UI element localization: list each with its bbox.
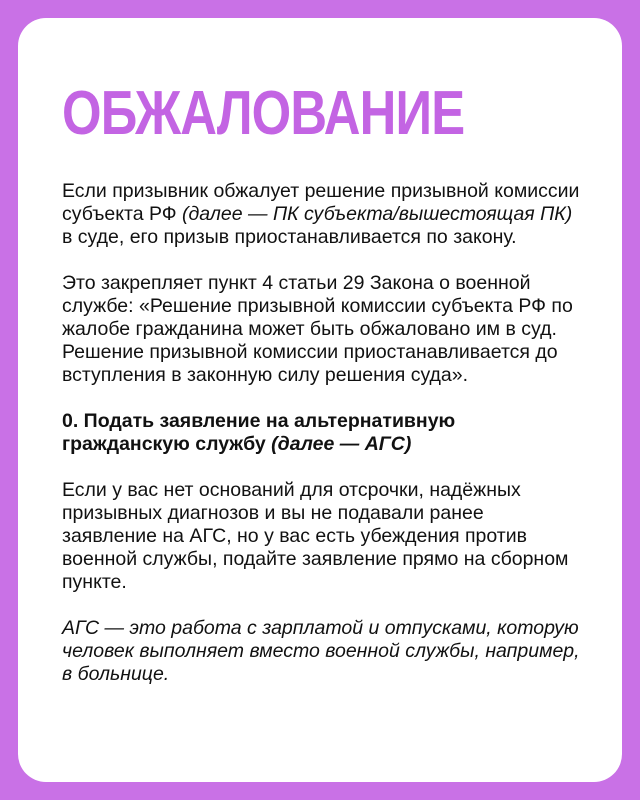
paragraph-appeal-text-b: в суде, его призыв приостанавливается по закону.: [62, 226, 517, 248]
section-heading-text: 0. Подать заявление на альтернативную гражданскую службу: [62, 410, 456, 455]
section-heading-ags: [62, 410, 582, 456]
section-heading-italic: (далее — АГС): [271, 433, 412, 455]
page-title: ОБЖАЛОВАНИЕ: [62, 79, 465, 148]
paragraph-ags-instructions: Если у вас нет оснований для отсрочки, надёжных призывных диагнозов и вы не подавали ранее заявление на АГС, но у вас есть убеждения против военной службы, подайте заявление прямо на сборном пункте.: [62, 479, 569, 593]
paragraph-law-quote: Это закрепляет пункт 4 статьи 29 Закона о военной службе: «Решение призывной комиссии субъекта РФ по жалобе гражданина может быть обжаловано им в суд. Решение призывной комиссии приостанавливается до вступления в законную силу решения суда».: [62, 272, 573, 386]
paragraph-ags-definition: АГС — это работа с зарплатой и отпусками, которую человек выполняет вместо военной службы, например, в больнице.: [62, 617, 580, 685]
paragraph-appeal: [62, 180, 582, 249]
paragraph-appeal-italic: (далее — ПК субъекта/вышестоящая ПК): [182, 203, 573, 225]
paragraph-appeal-text-a: Если призывник обжалует решение призывной комиссии субъекта РФ: [62, 180, 580, 225]
content-card: [18, 18, 622, 782]
